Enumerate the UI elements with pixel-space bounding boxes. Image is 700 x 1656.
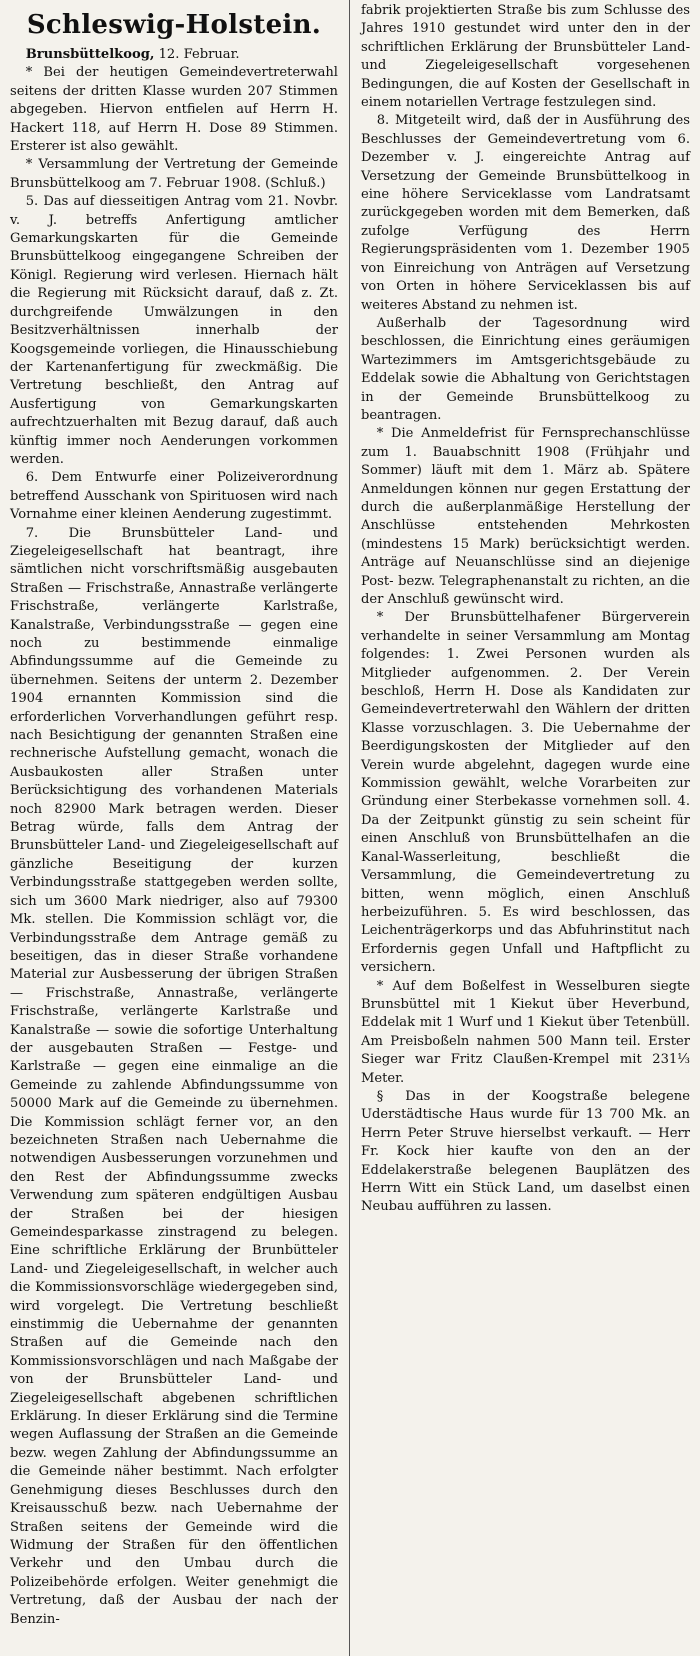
article-paragraph: * Versammlung der Vertretung der Gemeinde Brunsbüttelkoog am 7. Februar 1908. (Schluß.) xyxy=(10,157,338,191)
article-paragraph: * Der Brunsbüttelhafener Bürgerverein verhandelte in seiner Versammlung am Montag folgendes: 1. Zwei Personen wurden als Mitglieder aufgenommen. 2. Der Verein beschloß, Herrn H. Dose als Kandidaten zur Gemeindevertreterwahl den Wählern der dritten Klasse vorzuschlagen. 3. Die Uebernahme der Beerdigungskosten der Mitglieder auf den Verein wurde abgelehnt, dagegen wurde eine Kommission gewählt, welche Vorarbeiten zur Gründung einer Sterbekasse vornehmen soll. 4. Da der Zeitpunkt günstig zu sein scheint für einen Anschluß von Brunsbüttelhafen an die Kanal-Wasserleitung, beschließt die Versammlung, die Gemeindevertretung zu bitten, wenn möglich, einen Anschluß herbeizuführen. 5. Es wird beschlossen, das Leichenträgerkorps und das Abfuhrinstitut nach Erfordernis gegen Unfall und Haftpflicht zu versichern. xyxy=(361,610,690,976)
article-paragraph: 7. Die Brunsbütteler Land- und Ziegeleigesellschaft hat beantragt, ihre sämtlichen nicht vorschriftsmäßig ausgebauten Straßen — Frischstraße, Annastraße verlängerte Frischstraße, verlängerte Karlstraße, Kanalstraße, Verbindungsstraße — gegen eine noch zu bestimmende einmalige Abfindungssumme auf die Gemeinde zu übernehmen. Seitens der unterm 2. Dezember 1904 ernannten Kommission sind die erforderlichen Vorverhandlungen geführt resp. nach Besichtigung der genannten Straßen eine rechnerische Aufstellung gemacht, wonach die Ausbaukosten aller Straßen unter Berücksichtigung des vorhandenen Materials noch 82900 Mark betragen werden. Dieser Betrag würde, falls dem Antrag der Brunsbütteler Land- und Ziegeleigesellschaft auf gänzliche Beseitigung der kurzen Verbindungsstraße stattgegeben werden sollte, sich um 3600 Mark niedriger, also auf 79300 Mk. stellen. Die Kommission schlägt vor, die Verbindungsstraße dem Antrage gemäß zu beseitigen, das in dieser Straße vorhandene Material zur Ausbesserung der übrigen Straßen — Frischstraße, Annastraße, verlängerte Frischstraße, verlängerte Karlstraße und Kanalstraße — sowie die sofortige Unterhaltung der ausgebauten Straßen — Festge- und Karlstraße — gegen eine einmalige an die Gemeinde zu zahlende Abfindungssumme von 50000 Mark auf die Gemeinde zu übernehmen. Die Kommission schlägt ferner vor, an den bezeichneten Straßen nach Uebernahme die notwendigen Ausbesserungen vorzunehmen und den Rest der Abfindungssumme zwecks Verwendung zum späteren endgültigen Ausbau der Straßen bei der hiesigen Gemeindesparkasse zinstragend zu belegen. Eine schriftliche Erklärung der Brunbütteler Land- und Ziegeleigesellschaft, in welcher auch die Kommissionsvorschläge wiedergegeben sind, wird vorgelegt. Die Vertretung beschließt einstimmig die Uebernahme der genannten Straßen auf die Gemeinde nach den Kommissionsvorschlägen und nach Maßgabe der von der Brunsbütteler Land- und Ziegeleigesellschaft abgebenen schriftlichen Erklärung. In dieser Erklärung sind die Termine wegen Auflassung der Straßen an die Gemeinde bezw. wegen Zahlung der Abfindungssumme an die Gemeinde näher bestimmt. Nach erfolgter Genehmigung dieses Beschlusses durch den Kreisausschuß bezw. nach Uebernahme der Straßen seitens der Gemeinde wird die Widmung der Straßen für den öffentlichen Verkehr und den Umbau durch die Polizeibehörde erfolgen. Weiter genehmigt die Vertretung, daß der Ausbau der nach der Benzin- xyxy=(10,525,338,1627)
article-paragraph: fabrik projektierten Straße bis zum Schlusse des Jahres 1910 gestundet wird unter den in der schriftlichen Erklärung der Brunsbütteler Land- und Ziegeleigesellschaft vorgesehenen Bedingungen, die auf Kosten der Gesellschaft in einem notariellen Vertrage festzulegen sind. xyxy=(361,3,690,111)
article-paragraph: Außerhalb der Tagesordnung wird beschlossen, die Einrichtung eines geräumigen Wartezimmers im Amtsgerichtsgebäude zu Eddelak sowie die Abhaltung von Gerichtstagen in der Gemeinde Brunsbüttelkoog zu beantragen. xyxy=(361,315,690,423)
article-paragraph: * Die Anmeldefrist für Fernsprechanschlüsse zum 1. Bauabschnitt 1908 (Frühjahr und Sommer) läuft mit dem 1. März ab. Spätere Anmeldungen können nur gegen Erstattung der durch die außerplanmäßige Herstellung der Anschlüsse entstehenden Mehrkosten (mindestens 15 Mark) berücksichtigt werden. Anträge auf Neuanschlüsse sind an diejenige Post- bezw. Telegraphenanstalt zu richten, an die der Anschluß gewünscht wird. xyxy=(361,426,690,607)
column-divider xyxy=(349,0,350,1656)
right-column xyxy=(355,0,696,1656)
dateline-date: 12. Februar. xyxy=(154,47,240,62)
article-paragraph: * Auf dem Boßelfest in Wesselburen siegte Brunsbüttel mit 1 Kiekut über Heverbund, Eddelak mit 1 Wurf und 1 Kiekut über Tetenbüll. Am Preisboßeln nahmen 500 Mann teil. Erster Sieger war Fritz Claußen-Krempel mit 231⅓ Meter. xyxy=(361,978,690,1086)
article-paragraph: 8. Mitgeteilt wird, daß der in Ausführung des Beschlusses der Gemeindevertretung vom 6. Dezember v. J. eingereichte Antrag auf Versetzung der Gemeinde Brunsbüttelkoog in eine höhere Serviceklasse vom Landratsamt zurückgegeben worden mit dem Bemerken, daß zufolge Verfügung des Herrn Regierungspräsidenten vom 1. Dezember 1905 von Einreichung von Anträgen auf Versetzung von Orten in höhere Serviceklassen bis auf weiteres Abstand zu nehmen ist. xyxy=(361,113,690,313)
section-title: Schleswig-Holstein. xyxy=(26,10,322,40)
dateline xyxy=(10,46,338,64)
article-paragraph: § Das in der Koogstraße belegene Uderstädtische Haus wurde für 13 700 Mk. an Herrn Peter Struve hierselbst verkauft. — Herr Fr. Kock hier kaufte von den an der Eddelakerstraße belegenen Bauplätzen des Herrn Witt ein Stück Land, um daselbst einen Neubau aufführen zu lassen. xyxy=(361,1088,690,1215)
article-paragraph: 6. Dem Entwurfe einer Polizeiverordnung betreffend Ausschank von Spirituosen wird nach Vornahme einer kleinen Aenderung zugestimmt. xyxy=(10,470,338,523)
article-paragraph: * Bei der heutigen Gemeindevertreterwahl seitens der dritten Klasse wurden 207 Stimmen abgegeben. Hiervon entfielen auf Herrn H. Hackert 118, auf Herrn H. Dose 89 Stimmen. Ersterer ist also gewählt. xyxy=(10,65,338,155)
article-paragraph: 5. Das auf diesseitigen Antrag vom 21. Novbr. v. J. betreffs Anfertigung amtlicher Gemarkungskarten für die Gemeinde Brunsbüttelkoog eingegangene Schreiben der Königl. Regierung wird verlesen. Hiernach hält die Regierung mit Rücksicht darauf, daß z. Zt. durchgreifende Umwälzungen in den Besitzverhältnissen innerhalb der Koogsgemeinde vorliegen, die Hinausschiebung der Kartenanfertigung für zweckmäßig. Die Vertretung beschließt, den Antrag auf Ausfertigung von Gemarkungskarten aufrechtzuerhalten mit Bezug darauf, daß auch künftig immer noch Aenderungen vorkommen werden. xyxy=(10,194,338,467)
left-column xyxy=(4,0,344,1656)
dateline-place: Brunsbüttelkoog, xyxy=(25,47,155,62)
